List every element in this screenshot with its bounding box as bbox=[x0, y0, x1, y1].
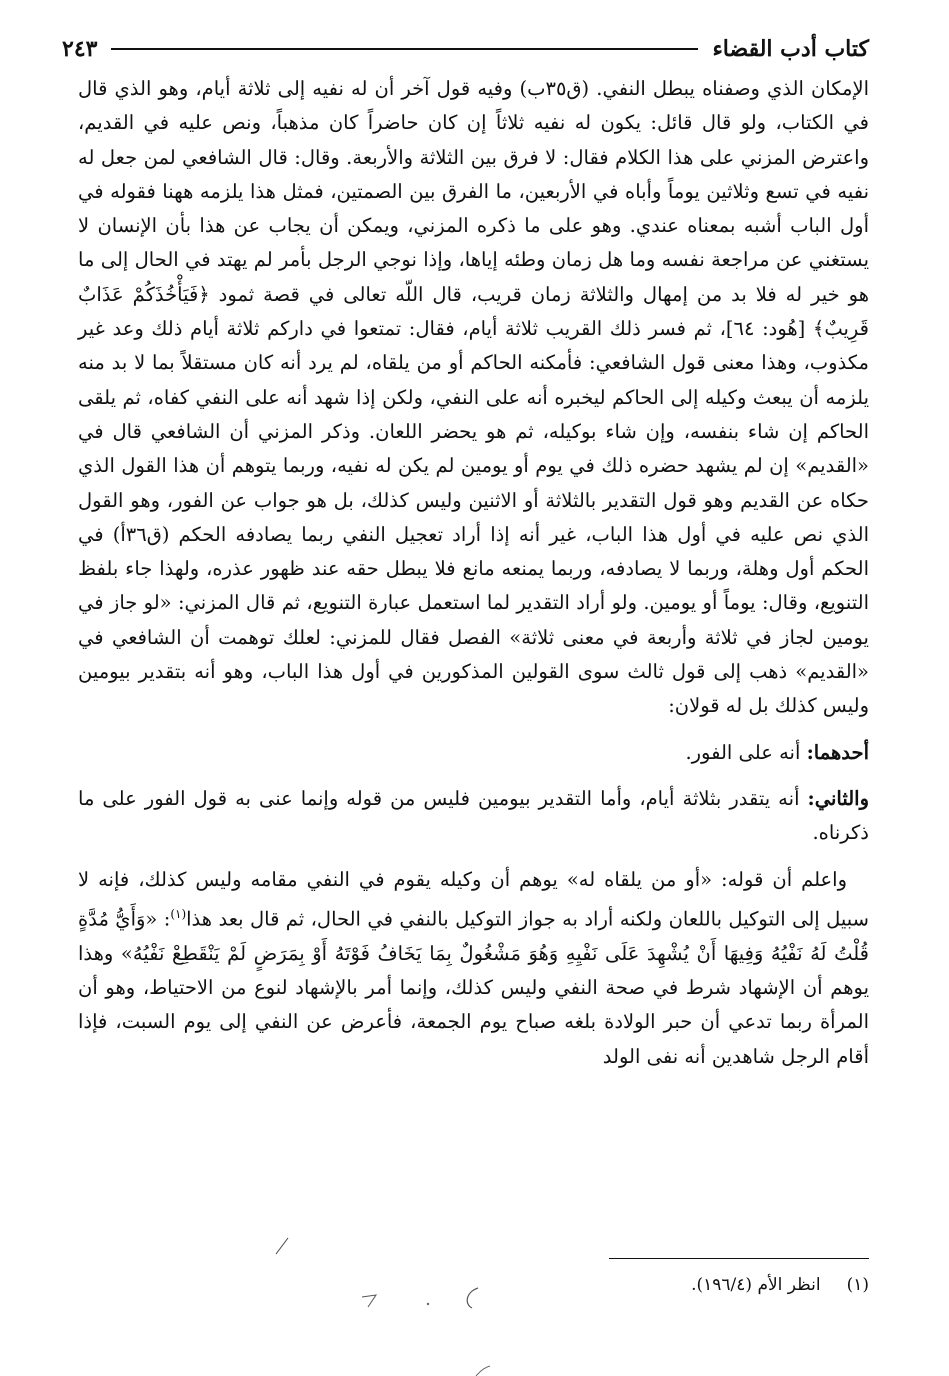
scan-marks bbox=[260, 1236, 760, 1376]
paragraph-1: الإمكان الذي وصفناه يبطل النفي. (ق٣٥ب) وفيه قول آخر أن له نفيه إلى ثلاثة أيام، وهو الذي قال في الكتاب، ولو قال قائل: يكون له نفيه ثلاثاً إن كان حاضراً كان مذهباً، ونص عليه في القديم، واعترض المزني على هذا الكلام فقال: لا فرق بين الثلاثة والأربعة. وقال: قال الشافعي لمن جعل له نفيه في تسع وثلاثين يوماً وأباه في الأربعين، ما الفرق بين الصمتين، فمثل هذا يلزمه ههنا فقوله في أول الباب أشبه بمعناه عندي. وهو على ما ذكره المزني، ويمكن أن يجاب عن هذا بأن الإنسان لا يستغني عن مراجعة نفسه وما هل زمان وطئه إياها، وإذا نوجي الرجل بأمر لم يهتد في الحال إلى ما هو خير له فلا بد من إمهال والثلاثة زمان قريب، قال اللّه تعالى في قصة ثمود ﴿فَيَأْخُذَكُمْ عَذَابٌ قَرِيبٌ﴾ [هُود: ٦٤]، ثم فسر ذلك القريب ثلاثة أيام، فقال: تمتعوا في داركم ثلاثة أيام ذلك وعد غير مكذوب، وهذا معنى قول الشافعي: فأمكنه الحاكم أو من يلقاه، لم يرد أنه كان مستقلاً بما لا بد منه يلزمه أن يبعث وكيله إلى الحاكم ليخبره أنه على النفي، ولكن إذا شهد أنه على النفي كفاه، ثم يلقى الحاكم إن شاء بنفسه، وإن شاء بوكيله، ثم هو يحضر اللعان. وذكر المزني أن الشافعي قال في «القديم» إن لم يشهد حضره ذلك في يوم أو يومين لم يكن له نفيه، وربما يتوهم أن هذا القول الذي حكاه عن القديم وهو قول التقدير بالثلاثة أو الاثنين وليس كذلك، بل هو جواب عن الفور، وهو القول الذي نص عليه في أول هذا الباب، غير أنه إذا أراد تعجيل النفي ربما يصادفه الحكم (ق٣٦أ) في الحكم أول وهلة، وربما لا يصادفه، وربما يمنعه مانع فلا يبطل حقه عند ظهور عذره، ولهذا جاء بلفظ التنويع، وقال: يوماً أو يومين. ولو أراد التقدير لما استعمل عبارة التنويع، ثم قال المزني: «لو جاز في يومين لجاز في ثلاثة وأربعة في معنى ثلاثة» الفصل فقال للمزني: لعلك توهمت أن الشافعي في «القديم» ذهب إلى قول ثالث سوى القولين المذكورين في أول هذا الباب، وهو أنه بتقدير بيومين وليس كذلك بل له قولان: bbox=[78, 77, 869, 718]
closing-paragraph bbox=[78, 863, 869, 1074]
second-opinion bbox=[78, 782, 869, 851]
footnote-number: (١) bbox=[846, 1275, 869, 1295]
pen-stroke-mark bbox=[276, 1238, 288, 1254]
first-opinion-label: أحدهما: bbox=[806, 740, 869, 764]
pen-stroke-mark bbox=[476, 1366, 490, 1376]
pen-stroke-mark bbox=[362, 1295, 376, 1307]
first-opinion bbox=[78, 736, 869, 770]
header-rule bbox=[111, 48, 698, 50]
book-title: كتاب أدب القضاء bbox=[712, 36, 869, 62]
second-opinion-text: أنه يتقدر بثلاثة أيام، وأما التقدير بيومين فليس من قوله وإنما عنى به قول الفور على ما ذكرناه. bbox=[78, 786, 869, 845]
page-number: ٢٤٣ bbox=[62, 36, 98, 62]
footnote-reference[interactable]: (١) bbox=[170, 906, 187, 921]
running-header bbox=[62, 32, 869, 66]
closing-text-before: واعلم أن قوله: «أو من يلقاه له» يوهم أن وكيله يقوم في النفي مقامه وليس كذلك، فإنه لا سبيل إلى التوكيل باللعان ولكنه أراد به جواز التوكيل بالنفي في الحال، ثم قال بعد هذا bbox=[78, 867, 869, 931]
pen-stroke-mark bbox=[467, 1288, 478, 1308]
footnote-text: انظر الأم (١٩٦/٤). bbox=[691, 1275, 821, 1295]
closing-text-after: : «وَأَيُّ مُدَّةٍ قُلْتُ لَهُ نَفْيُهُ وَفِيهَا أَنْ يُشْهِدَ عَلَى نَفْيِهِ وَهُوَ مَشْغُولٌ بِمَا يَخَافُ فَوْتَهُ أَوْ بِمَرَضٍ لَمْ يَنْقَطِعْ نَفْيُهُ» وهذا يوهم أن الإشهاد شرط في صحة النفي وليس كذلك، وإنما أمر بالإشهاد لنوع من الاحتياط، وهو أن المرأة ربما تدعي أن حبر الولادة بلغه صباح يوم الجمعة، فأعرض عن النفي إلى يوم السبت، فإذا أقام الرجل شاهدين أنه نفى الولد bbox=[78, 907, 869, 1068]
main-text bbox=[78, 72, 869, 1074]
first-opinion-text: أنه على الفور. bbox=[685, 740, 807, 764]
second-opinion-label: والثاني: bbox=[807, 786, 869, 810]
scan-dot bbox=[427, 1303, 429, 1305]
